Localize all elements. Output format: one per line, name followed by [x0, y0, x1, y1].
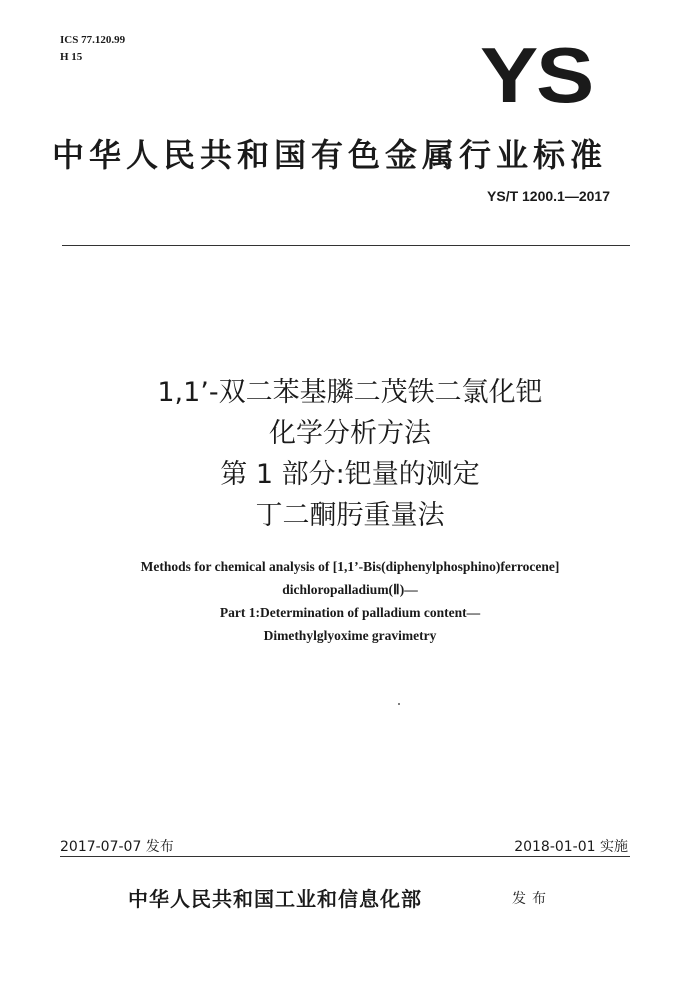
- org-title: 中华人民共和国有色金属行业标准: [52, 136, 608, 174]
- footer-divider: [60, 856, 630, 857]
- chinese-title-line-1: 1,1’-双二苯基膦二茂铁二氯化钯: [157, 377, 543, 408]
- scan-speck: [398, 703, 400, 705]
- header-divider: [62, 245, 630, 246]
- issuing-authority: 中华人民共和国工业和信息化部: [128, 887, 422, 911]
- english-title: [0, 555, 700, 647]
- english-title-line-3: Part 1:Determination of palladium content—: [219, 605, 481, 620]
- chinese-title-line-2: 化学分析方法: [269, 418, 431, 449]
- publish-label: 发布: [512, 891, 552, 907]
- chinese-title: [0, 372, 700, 536]
- english-title-line-4: Dimethylglyoxime gravimetry: [263, 628, 437, 643]
- ys-logo: YS: [479, 31, 592, 119]
- english-title-line-1: Methods for chemical analysis of [1,1’-Bis(diphenylphosphino)ferrocene]: [140, 559, 560, 574]
- implementation-date: 2018-01-01 实施: [514, 839, 628, 855]
- classification-codes: [60, 32, 125, 66]
- chinese-title-line-3: 第 1 部分:钯量的测定: [220, 459, 480, 490]
- ics-code: ICS 77.120.99: [60, 34, 126, 46]
- standard-number: YS/T 1200.1—2017: [487, 188, 610, 204]
- english-title-line-2: dichloropalladium(Ⅱ)—: [282, 582, 418, 597]
- issue-date: 2017-07-07 发布: [60, 839, 174, 855]
- ccs-code: H 15: [60, 51, 83, 63]
- chinese-title-line-4: 丁二酮肟重量法: [255, 500, 445, 531]
